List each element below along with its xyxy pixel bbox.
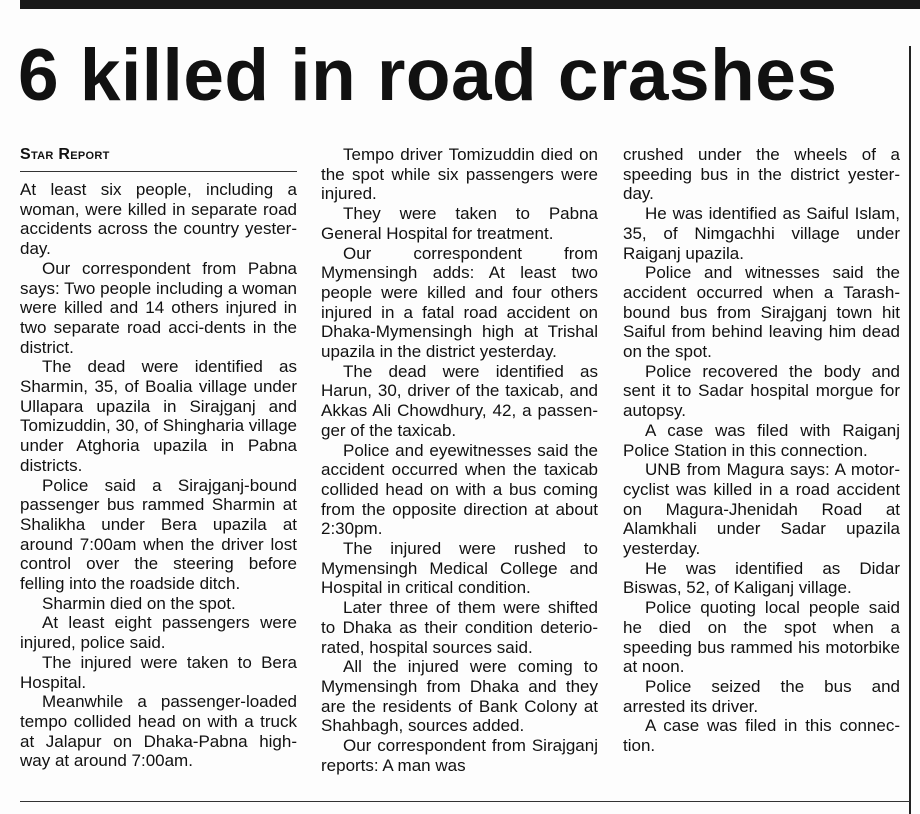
paragraph: Police and witnesses said the accident occurred when a Tarash-bound bus from Sirajganj town hit Saiful from behind leaving him dead on the spot.: [623, 263, 900, 362]
paragraph: The dead were identified as Harun, 30, driver of the taxicab, and Akkas Ali Chowdhury, 42, a passen-ger of the taxicab.: [321, 361, 598, 440]
paragraph: At least six people, including a woman, were killed in separate road accidents across the country yester-day.: [20, 180, 297, 259]
paragraph: They were taken to Pabna General Hospital for treatment.: [321, 204, 598, 243]
paragraph: Our correspondent from Pabna says: Two people including a woman were killed and 14 others injured in two separate road acci-dents in the district.: [20, 258, 297, 357]
paragraph: He was identified as Didar Biswas, 52, of Kaliganj village.: [623, 558, 900, 598]
paragraph: The injured were taken to Bera Hospital.: [20, 652, 297, 692]
paragraph: Our correspondent from Mymensingh adds: At least two people were killed and four others injured in a fatal road accident on Dhaka-Mymensingh high at Trishal upazila in the district yesterday.: [321, 243, 598, 362]
paragraph: Police recovered the body and sent it to Sadar hospital morgue for autopsy.: [623, 361, 900, 421]
paragraph: At least eight passengers were injured, police said.: [20, 613, 297, 653]
article-column-3: [623, 145, 900, 756]
paragraph: Our correspondent from Sirajganj reports: A man was: [321, 736, 598, 775]
paragraph: The injured were rushed to Mymensingh Medical College and Hospital in critical condition.: [321, 539, 598, 598]
paragraph: Police said a Sirajganj-bound passenger bus rammed Sharmin at Shalikha under Bera upazila at around 7:00am when the driver lost control over the steering before felling into the roadside ditch.: [20, 475, 297, 594]
article-column-1: [20, 145, 297, 771]
paragraph: Police and eyewitnesses said the accident occurred when the taxicab collided head on with a bus coming from the opposite direction at about 2:30pm.: [321, 440, 598, 539]
paragraph: crushed under the wheels of a speeding bus in the district yester-day.: [623, 145, 900, 204]
paragraph: Police quoting local people said he died on the spot when a speeding bus rammed his motorbike at noon.: [623, 598, 900, 677]
article-column-2: [321, 145, 598, 776]
top-rule: [20, 0, 920, 9]
paragraph: Tempo driver Tomizuddin died on the spot while six passengers were injured.: [321, 145, 598, 204]
byline: Star Report: [20, 145, 297, 172]
paragraph: Police seized the bus and arrested its driver.: [623, 676, 900, 716]
paragraph: Sharmin died on the spot.: [42, 593, 236, 613]
paragraph: All the injured were coming to Mymensingh from Dhaka and they are the residents of Bank Colony at Shahbagh, sources added.: [321, 657, 598, 736]
paragraph: He was identified as Saiful Islam, 35, of Nimgachhi village under Raiganj upazila.: [623, 204, 900, 263]
paragraph: The dead were identified as Sharmin, 35, of Boalia village under Ullapara upazila in Sirajganj and Tomizuddin, 30, of Shingharia village under Atghoria upazila in Pabna districts.: [20, 357, 297, 475]
paragraph: UNB from Magura says: A motor-cyclist was killed in a road accident on Magura-Jhenidah Road at Alamkhali under Sadar upazila yesterday.: [623, 460, 900, 559]
paragraph: A case was filed in this connec-tion.: [623, 716, 900, 756]
side-column-rule: [909, 46, 911, 814]
paragraph: Meanwhile a passenger-loaded tempo collided head on with a truck at Jalapur on Dhaka-Pabna high-way at around 7:00am.: [20, 692, 297, 771]
bottom-rule: [20, 801, 910, 802]
paragraph: Later three of them were shifted to Dhaka as their condition deterio-rated, hospital sources said.: [321, 598, 598, 657]
headline: 6 killed in road crashes: [18, 35, 838, 116]
paragraph: A case was filed with Raiganj Police Station in this connection.: [623, 420, 900, 460]
